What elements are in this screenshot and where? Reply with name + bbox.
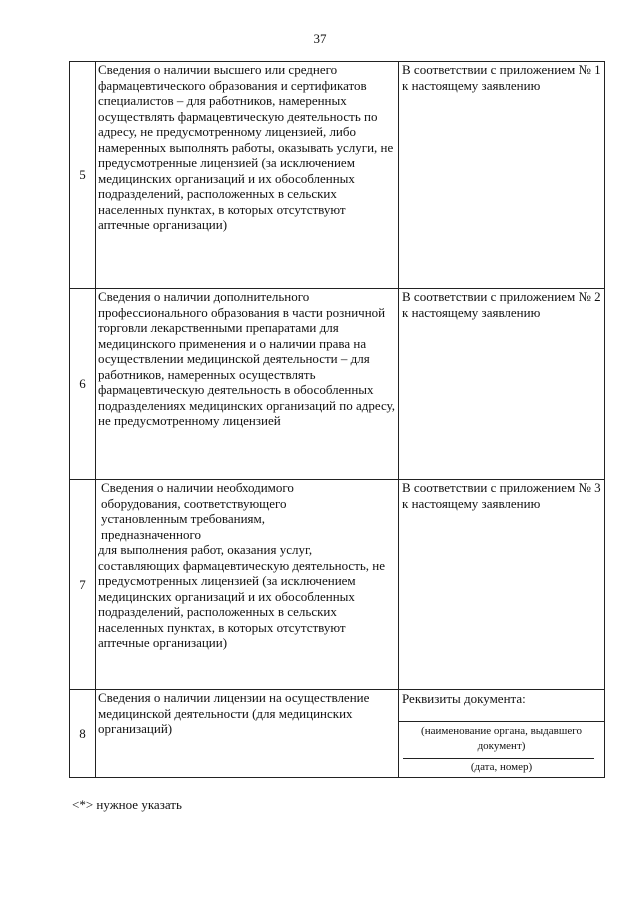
- row-number: 5: [70, 62, 96, 289]
- row-number: 8: [70, 690, 96, 778]
- row-note: [399, 690, 605, 778]
- table-row: [70, 62, 605, 289]
- table-row: [70, 690, 605, 778]
- row-description-text: Сведения о наличии высшего или среднего фармацевтического образования и сертификатов специалистов – для работников, намеренных осуществлять фармацевтическую деятельность по адресу, не предусмотренному лицензией, либо намеренных выполнять работы, оказывать услуги, не предусмотренные лицензией (за исключением медицинских организаций и их обособленных подразделений, расположенных в сельских населенных пунктах, в которых отсутствуют аптечные организации): [98, 62, 394, 232]
- row-note: [399, 62, 605, 289]
- row-description: [96, 62, 399, 289]
- row-description-text: Сведения о наличии лицензии на осуществление медицинской деятельности (для медицинских организаций): [98, 690, 370, 736]
- row-description-line: для выполнения работ, оказания услуг, составляющих фармацевтическую деятельность, не предусмотренных лицензией (за исключением медицинских организаций и их обособленных подразделений, расположенных в сельских населенных пунктах, в которых отсутствуют аптечные организации): [98, 542, 386, 650]
- row-note: [399, 480, 605, 690]
- date-caption: (дата, номер): [470, 760, 533, 773]
- row-note: [399, 289, 605, 480]
- page-number: 37: [313, 31, 327, 46]
- row-note-text: В соответствии с приложением № 1 к настоящему заявлению: [402, 62, 601, 93]
- requisites-label: Реквизиты документа:: [402, 691, 526, 706]
- table-row: [70, 289, 605, 480]
- date-line: [403, 754, 594, 759]
- row-description-line: предназначенного: [101, 526, 201, 542]
- row-description-line: оборудования, соответствующего: [101, 495, 287, 511]
- row-note-text: В соответствии с приложением № 3 к настоящему заявлению: [402, 480, 601, 511]
- row-number: 7: [70, 480, 96, 690]
- requirements-table: [69, 61, 605, 778]
- row-description-line: установленным требованиям,: [101, 511, 266, 526]
- row-description: [96, 289, 399, 480]
- row-description: [96, 480, 399, 690]
- row-description-line: Сведения о наличии необходимого: [101, 480, 294, 495]
- row-number: 6: [70, 289, 96, 480]
- footnote: <*> нужное указать: [72, 797, 182, 812]
- issuer-line: [399, 707, 604, 722]
- table-row: [70, 480, 605, 690]
- issuer-caption: (наименование органа, выдавшего документ): [421, 724, 582, 752]
- row-description-text: Сведения о наличии дополнительного профессионального образования в части розничной торговли лекарственными препаратами для медицинского применения и о наличии права на осуществлении медицинской деятельности – для работников, намеренных осуществлять фармацевтическую деятельность в обособленных подразделениях медицинских организаций по адресу, не предусмотренному лицензией: [98, 289, 395, 428]
- row-note-text: В соответствии с приложением № 2 к настоящему заявлению: [402, 289, 601, 320]
- row-description: [96, 690, 399, 778]
